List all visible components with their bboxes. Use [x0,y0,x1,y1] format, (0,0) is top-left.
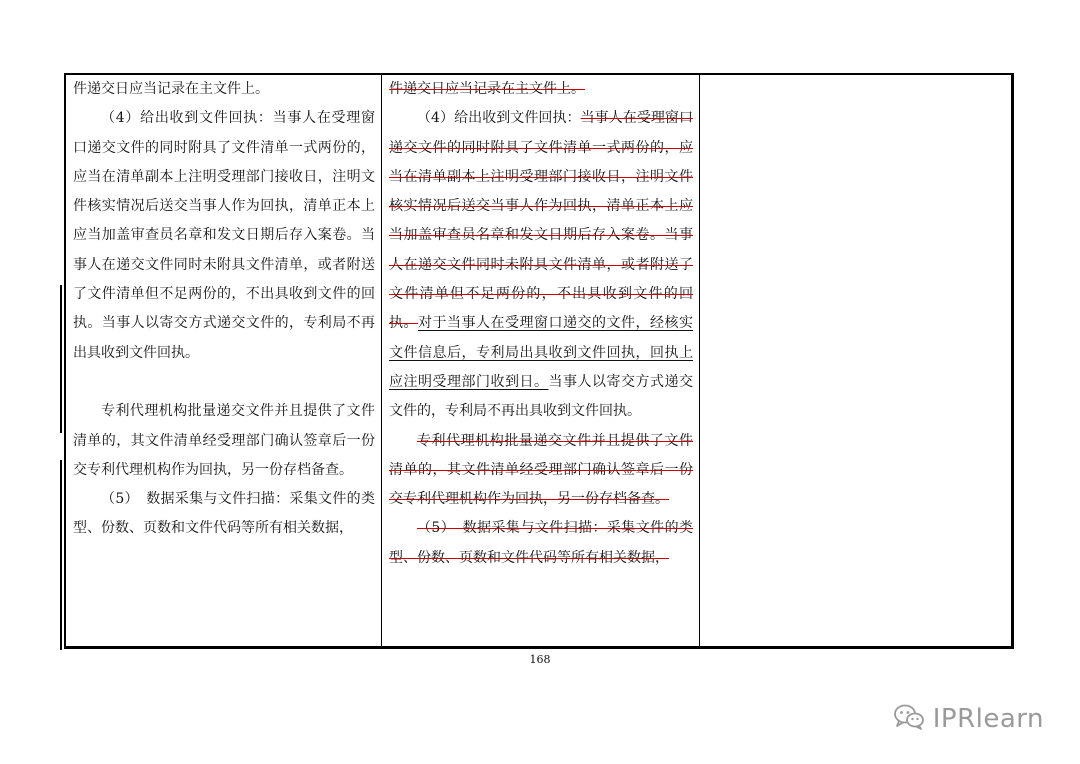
paragraph: 件递交日应当记录在主文件上。 [73,81,269,97]
deleted-text: 专利代理机构批量递交文件并且提供了文件清单的，其文件清单经受理部门确认签章后一份交专利代理机构作为回执，另一份存档备查。 [389,432,693,508]
page-number: 168 [529,653,551,666]
paragraph [389,514,693,573]
paragraph: （5） 数据采集与文件扫描：采集文件的类型、份数、页数和文件代码等所有相关数据， [73,491,375,537]
kept-text: （4）给出收到文件回执： [417,110,581,127]
margin-change-bar [60,285,62,433]
comparison-table [64,73,1014,649]
paragraph [389,75,693,104]
notes-column [700,75,1011,646]
paragraph: 专利代理机构批量递交文件并且提供了文件清单的，其文件清单经受理部门确认签章后一份交专利代理机构作为回执，另一份存档备查。 [73,403,375,478]
paragraph [389,427,693,515]
deleted-text: （5） 数据采集与文件扫描：采集文件的类型、份数、页数和文件代码等所有相关数据， [389,520,693,566]
wechat-icon [893,703,925,735]
deleted-text: 件递交日应当记录在主文件上。 [389,81,585,97]
revised-text-column [382,75,700,646]
watermark [893,699,1044,739]
watermark-text: IPRlearn [932,704,1044,734]
original-text-column [66,75,382,646]
deleted-text: 当事人在受理窗口递交文件的同时附具了文件清单一式两份的，应当在清单副本上注明受理部门接收日，注明文件核实情况后送交当事人作为回执，清单正本上应当加盖审查员名章和发文日期后存入案卷。当事人在递交文件同时未附具文件清单，或者附送了文件清单但不足两份的，不出具收到文件的回执。 [389,110,693,332]
paragraph [389,104,693,426]
margin-change-bar [60,460,62,650]
kept-text: 当事人以寄交方式递交文件的，专利局不再出具收到文件回执。 [389,373,693,420]
inserted-text: 对于当事人在受理窗口递交的文件，经核实文件信息后，专利局出具收到文件回执，回执上应注明受理部门收到日。 [389,315,693,390]
paragraph: （4）给出收到文件回执：当事人在受理窗口递交文件的同时附具了文件清单一式两份的，应当在清单副本上注明受理部门接收日，注明文件核实情况后送交当事人作为回执，清单正本上应当加盖审查员名章和发文日期后存入案卷。当事人在递交文件同时未附具文件清单，或者附送了文件清单但不足两份的，不出具收到文件的回执。当事人以寄交方式递交文件的，专利局不再出具收到文件回执。 [73,110,375,361]
